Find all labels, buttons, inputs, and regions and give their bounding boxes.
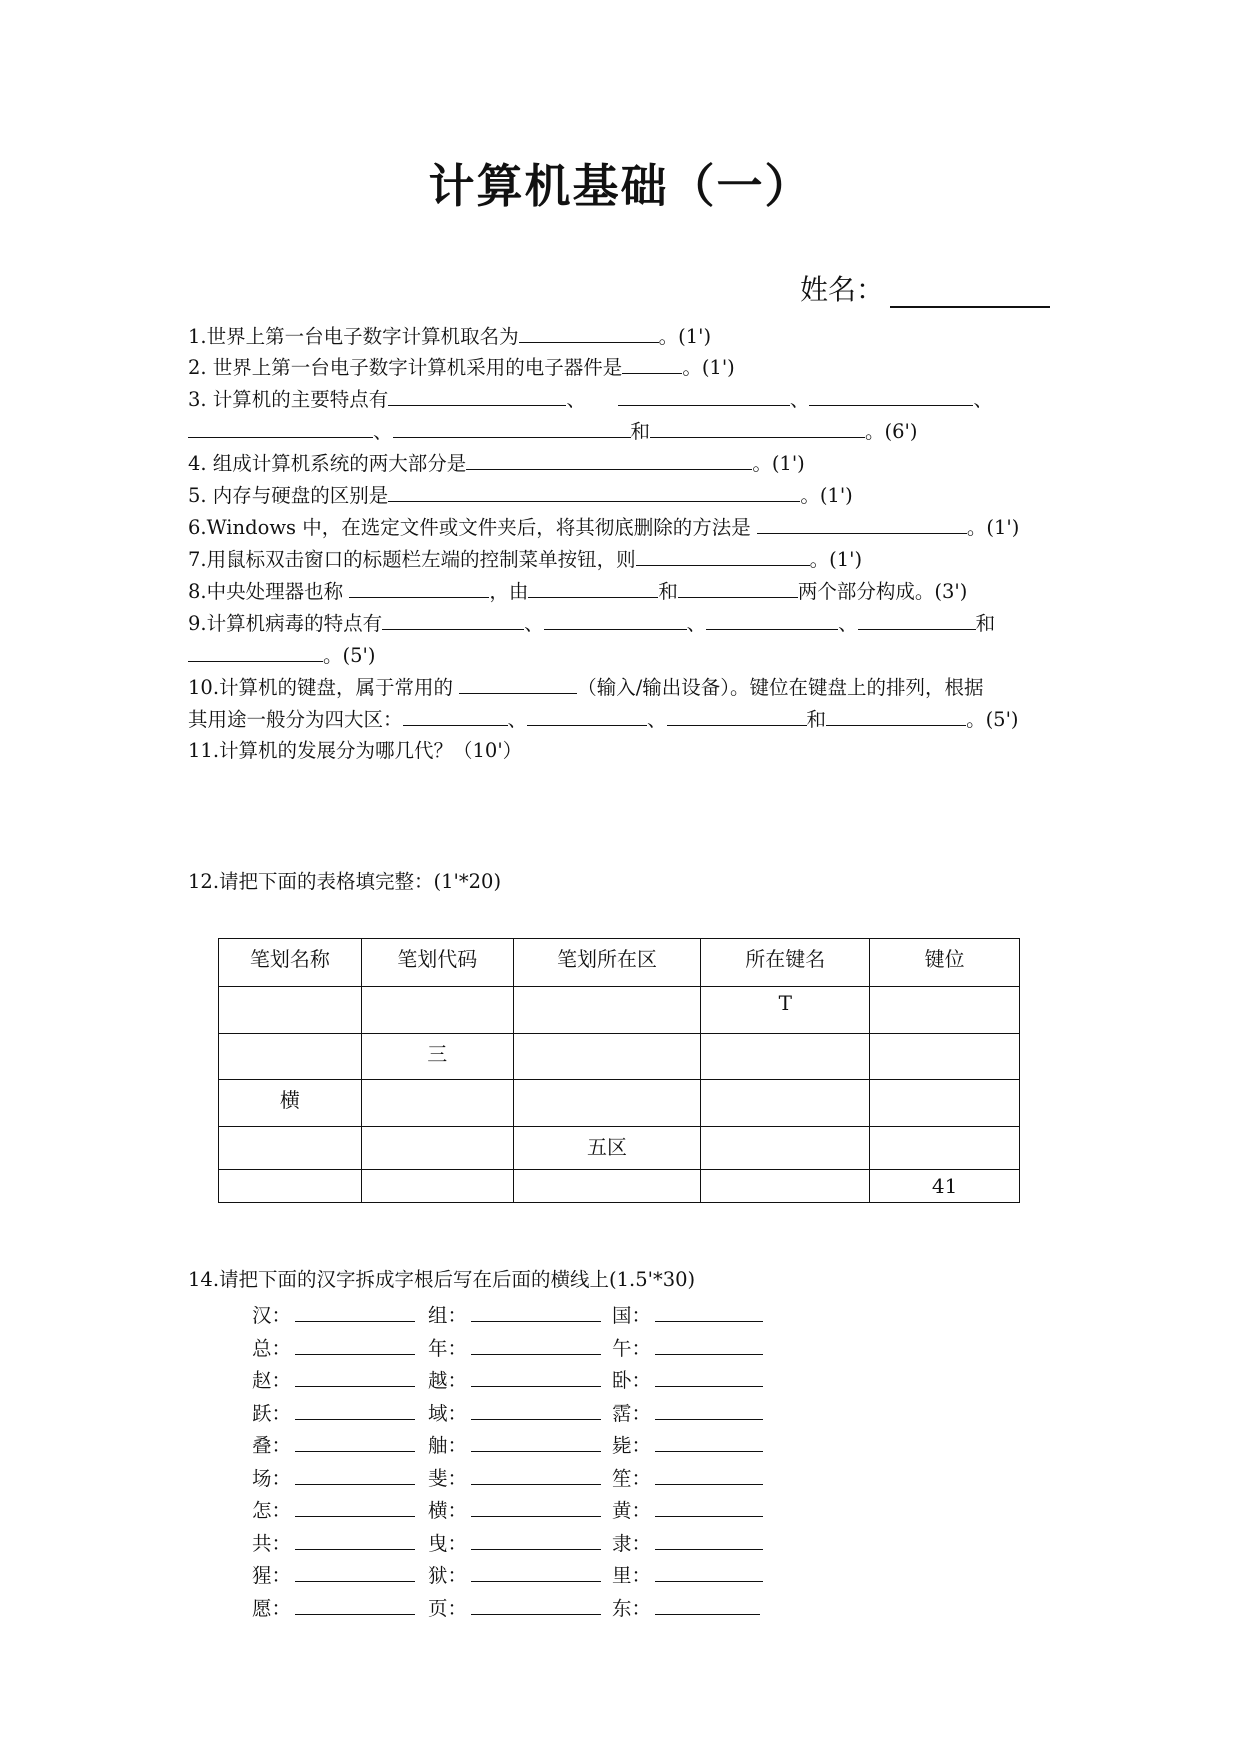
question-12 (188, 868, 501, 896)
char-label: 黄： (612, 1499, 652, 1522)
q3-blank-6[interactable] (650, 417, 865, 438)
char-label: 场： (252, 1466, 292, 1490)
char-label: 斐： (428, 1466, 468, 1490)
question-1 (188, 322, 711, 351)
char-blank[interactable] (471, 1366, 601, 1387)
char-blank[interactable] (295, 1431, 415, 1452)
char-blank[interactable] (655, 1301, 763, 1322)
question-6 (188, 513, 1019, 542)
q10-text-3: 其用途一般分为四大区： (188, 708, 403, 731)
char-blank[interactable] (655, 1399, 763, 1420)
char-blank[interactable] (295, 1399, 415, 1420)
table-cell[interactable] (870, 1127, 1020, 1170)
table-cell[interactable] (219, 1170, 362, 1203)
char-blank[interactable] (295, 1301, 415, 1322)
name-field (800, 268, 1050, 308)
char-label: 越： (428, 1369, 468, 1392)
table-cell[interactable] (701, 1170, 870, 1203)
q11-text: 11.计算机的发展分为哪几代？（10'） (188, 739, 523, 762)
table-cell[interactable] (361, 987, 513, 1034)
char-blank[interactable] (471, 1399, 601, 1420)
name-blank[interactable] (890, 276, 1050, 308)
table-row (219, 987, 1020, 1034)
q8-blank-1[interactable] (349, 577, 489, 598)
q10-sep-2: 、 (647, 708, 667, 731)
char-label: 国： (612, 1304, 652, 1327)
char-label: 里： (612, 1564, 652, 1587)
table-cell[interactable] (219, 987, 362, 1034)
table-cell[interactable] (870, 1080, 1020, 1127)
q5-blank[interactable] (388, 481, 800, 502)
table-row (219, 1080, 1020, 1127)
char-label: 卧： (612, 1369, 652, 1392)
table-row (219, 1170, 1020, 1203)
q9-blank-4[interactable] (858, 609, 976, 630)
table-header: 笔划所在区 (513, 939, 701, 987)
char-blank[interactable] (471, 1594, 601, 1615)
char-blank[interactable] (295, 1334, 415, 1355)
char-label: 页： (428, 1596, 468, 1620)
char-blank[interactable] (471, 1301, 601, 1322)
char-label: 怎： (252, 1499, 292, 1522)
char-label: 毙： (612, 1434, 652, 1457)
q10-blank-2[interactable] (403, 705, 508, 726)
question-14 (188, 1266, 695, 1294)
char-blank[interactable] (471, 1431, 601, 1452)
q14-text: 14.请把下面的汉字拆成字根后写在后面的横线上(1.5'*30) (188, 1268, 696, 1291)
q8-blank-3[interactable] (678, 577, 798, 598)
char-label: 曳： (428, 1531, 468, 1555)
q5-score: 。(1') (800, 484, 853, 507)
q10-score: 。(5') (966, 708, 1019, 731)
q1-blank[interactable] (519, 322, 659, 343)
name-label: 姓名： (800, 273, 885, 306)
q7-text: 7.用鼠标双击窗口的标题栏左端的控制菜单按钮，则 (188, 548, 636, 571)
char-blank[interactable] (655, 1431, 763, 1452)
table-cell[interactable]: 三 (361, 1034, 513, 1080)
table-row (219, 1127, 1020, 1170)
q5-text: 5. 内存与硬盘的区别是 (188, 484, 389, 507)
q10-blank-4[interactable] (667, 705, 807, 726)
q6-text: 6.Windows 中，在选定文件或文件夹后，将其彻底删除的方法是 (188, 516, 757, 539)
table-cell[interactable] (219, 1034, 362, 1080)
q3-score: 。(6') (865, 420, 918, 443)
q9-blank-1[interactable] (382, 609, 524, 630)
char-blank[interactable] (471, 1496, 601, 1517)
q3-sep-4: 、 (373, 420, 393, 443)
table-cell[interactable] (513, 1080, 701, 1127)
table-header-row (219, 939, 1020, 987)
q12-text: 12.请把下面的表格填完整：(1'*20) (188, 870, 502, 893)
q3-blank-2[interactable] (618, 385, 790, 406)
char-label: 汉： (252, 1304, 292, 1327)
table-cell[interactable]: 41 (870, 1170, 1020, 1203)
q3-sep-3: 、 (973, 388, 993, 411)
q6-blank[interactable] (757, 513, 967, 534)
question-2 (188, 353, 735, 382)
q10-blank-5[interactable] (826, 705, 966, 726)
char-blank[interactable] (295, 1366, 415, 1387)
q2-text: 2. 世界上第一台电子数字计算机采用的电子器件是 (188, 356, 623, 379)
char-label: 霑： (612, 1401, 652, 1425)
q7-score: 。(1') (809, 548, 863, 571)
q8-score: 两个部分构成。(3') (797, 580, 968, 603)
q10-text-2: （输入/输出设备）。键位在键盘上的排列，根据 (577, 676, 984, 699)
char-label: 跃： (252, 1401, 292, 1425)
char-blank[interactable] (655, 1366, 763, 1387)
q4-blank[interactable] (466, 449, 752, 470)
q8-and: 和 (658, 580, 678, 603)
q3-blank-5[interactable] (393, 417, 631, 438)
q3-sep-2: 、 (789, 388, 810, 411)
char-blank[interactable] (655, 1464, 763, 1485)
char-blank[interactable] (471, 1529, 601, 1550)
table-cell[interactable]: 五区 (513, 1127, 701, 1170)
char-label: 舳： (428, 1434, 468, 1457)
question-9 (188, 609, 995, 638)
q1-score: 。(1') (658, 325, 712, 348)
q8-sep-1: ，由 (489, 580, 529, 603)
table-cell[interactable] (361, 1170, 513, 1203)
char-blank[interactable] (655, 1561, 763, 1582)
char-label: 域： (428, 1401, 468, 1425)
char-blank[interactable] (655, 1334, 763, 1355)
char-blank[interactable] (471, 1464, 601, 1485)
char-blank[interactable] (471, 1334, 601, 1355)
table-cell[interactable] (701, 1127, 870, 1170)
char-blank[interactable] (655, 1496, 763, 1517)
table-cell[interactable] (870, 1034, 1020, 1080)
table-cell[interactable] (513, 1034, 701, 1080)
q3-sep-1: 、 (566, 388, 586, 411)
q1-text: 1.世界上第一台电子数字计算机取名为 (188, 325, 519, 348)
table-header: 笔划代码 (361, 939, 513, 987)
char-blank[interactable] (295, 1594, 415, 1615)
q10-blank-1[interactable] (459, 673, 577, 694)
q6-score: 。(1') (966, 516, 1020, 539)
table-row (219, 1034, 1020, 1080)
table-header: 所在键名 (701, 939, 870, 987)
q9-sep-3: 、 (838, 612, 858, 635)
char-label: 东： (612, 1596, 652, 1620)
question-10-cont (188, 705, 1019, 734)
q10-text: 10.计算机的键盘，属于常用的 (188, 676, 460, 699)
q8-blank-2[interactable] (528, 577, 658, 598)
q10-sep-1: 、 (507, 708, 528, 731)
question-3 (188, 385, 993, 414)
table-cell[interactable] (870, 987, 1020, 1034)
question-3-cont (188, 417, 918, 446)
q9-blank-2[interactable] (544, 609, 687, 630)
q4-text: 4. 组成计算机系统的两大部分是 (188, 452, 467, 475)
char-label: 愿： (252, 1596, 292, 1620)
char-label: 叠： (252, 1434, 292, 1457)
q3-blank-4[interactable] (188, 417, 373, 438)
char-label: 隶： (612, 1531, 652, 1555)
char-label: 笙： (612, 1466, 652, 1490)
char-label: 横： (428, 1499, 468, 1522)
question-8 (188, 577, 967, 606)
page-title: 计算机基础（一） (428, 159, 813, 213)
table-cell[interactable]: 横 (219, 1080, 362, 1127)
question-9-cont (188, 641, 375, 670)
table-cell[interactable] (361, 1080, 513, 1127)
q2-blank[interactable] (622, 353, 682, 374)
question-4 (188, 449, 805, 478)
char-label: 总： (252, 1336, 292, 1360)
q3-blank-3[interactable] (809, 385, 973, 406)
char-blank[interactable] (295, 1496, 415, 1517)
char-blank[interactable] (295, 1464, 415, 1485)
table-cell[interactable] (701, 1080, 870, 1127)
char-blank[interactable] (655, 1594, 760, 1615)
q9-sep-2: 、 (686, 612, 707, 635)
q9-sep-1: 、 (524, 612, 544, 635)
q9-blank-5[interactable] (188, 641, 323, 662)
char-label: 赵： (252, 1369, 292, 1392)
char-blank[interactable] (655, 1529, 763, 1550)
q3-text: 3. 计算机的主要特点有 (188, 388, 389, 411)
char-label: 年： (428, 1336, 468, 1360)
q4-score: 。(1') (752, 452, 805, 475)
char-label: 狱： (428, 1564, 468, 1587)
char-label: 共： (252, 1531, 292, 1555)
q7-blank[interactable] (636, 545, 810, 566)
char-blank[interactable] (295, 1529, 415, 1550)
table-cell[interactable] (513, 987, 701, 1034)
q10-and: 和 (806, 708, 827, 731)
q9-blank-3[interactable] (706, 609, 838, 630)
table-cell[interactable] (219, 1127, 362, 1170)
q9-text: 9.计算机病毒的特点有 (188, 612, 383, 635)
char-label: 组： (428, 1304, 468, 1327)
table-cell[interactable] (701, 1034, 870, 1080)
table-header: 笔划名称 (219, 939, 362, 987)
char-blank[interactable] (295, 1561, 415, 1582)
q9-score: 。(5') (323, 644, 376, 667)
q8-text: 8.中央处理器也称 (188, 580, 350, 603)
char-blank[interactable] (471, 1561, 601, 1582)
q2-score: 。(1') (682, 356, 735, 379)
char-label: 猩： (252, 1564, 292, 1587)
q3-and: 和 (630, 420, 651, 443)
q9-and: 和 (975, 612, 996, 635)
char-label: 午： (612, 1336, 652, 1360)
table-cell[interactable] (513, 1170, 701, 1203)
question-11 (188, 737, 522, 765)
q3-blank-1[interactable] (388, 385, 566, 406)
question-7 (188, 545, 862, 574)
table-cell[interactable] (361, 1127, 513, 1170)
question-5 (188, 481, 853, 510)
stroke-table (218, 938, 1020, 1203)
q10-blank-3[interactable] (527, 705, 647, 726)
question-10 (188, 673, 984, 702)
table-header: 键位 (870, 939, 1020, 987)
table-cell[interactable]: T (701, 987, 870, 1034)
